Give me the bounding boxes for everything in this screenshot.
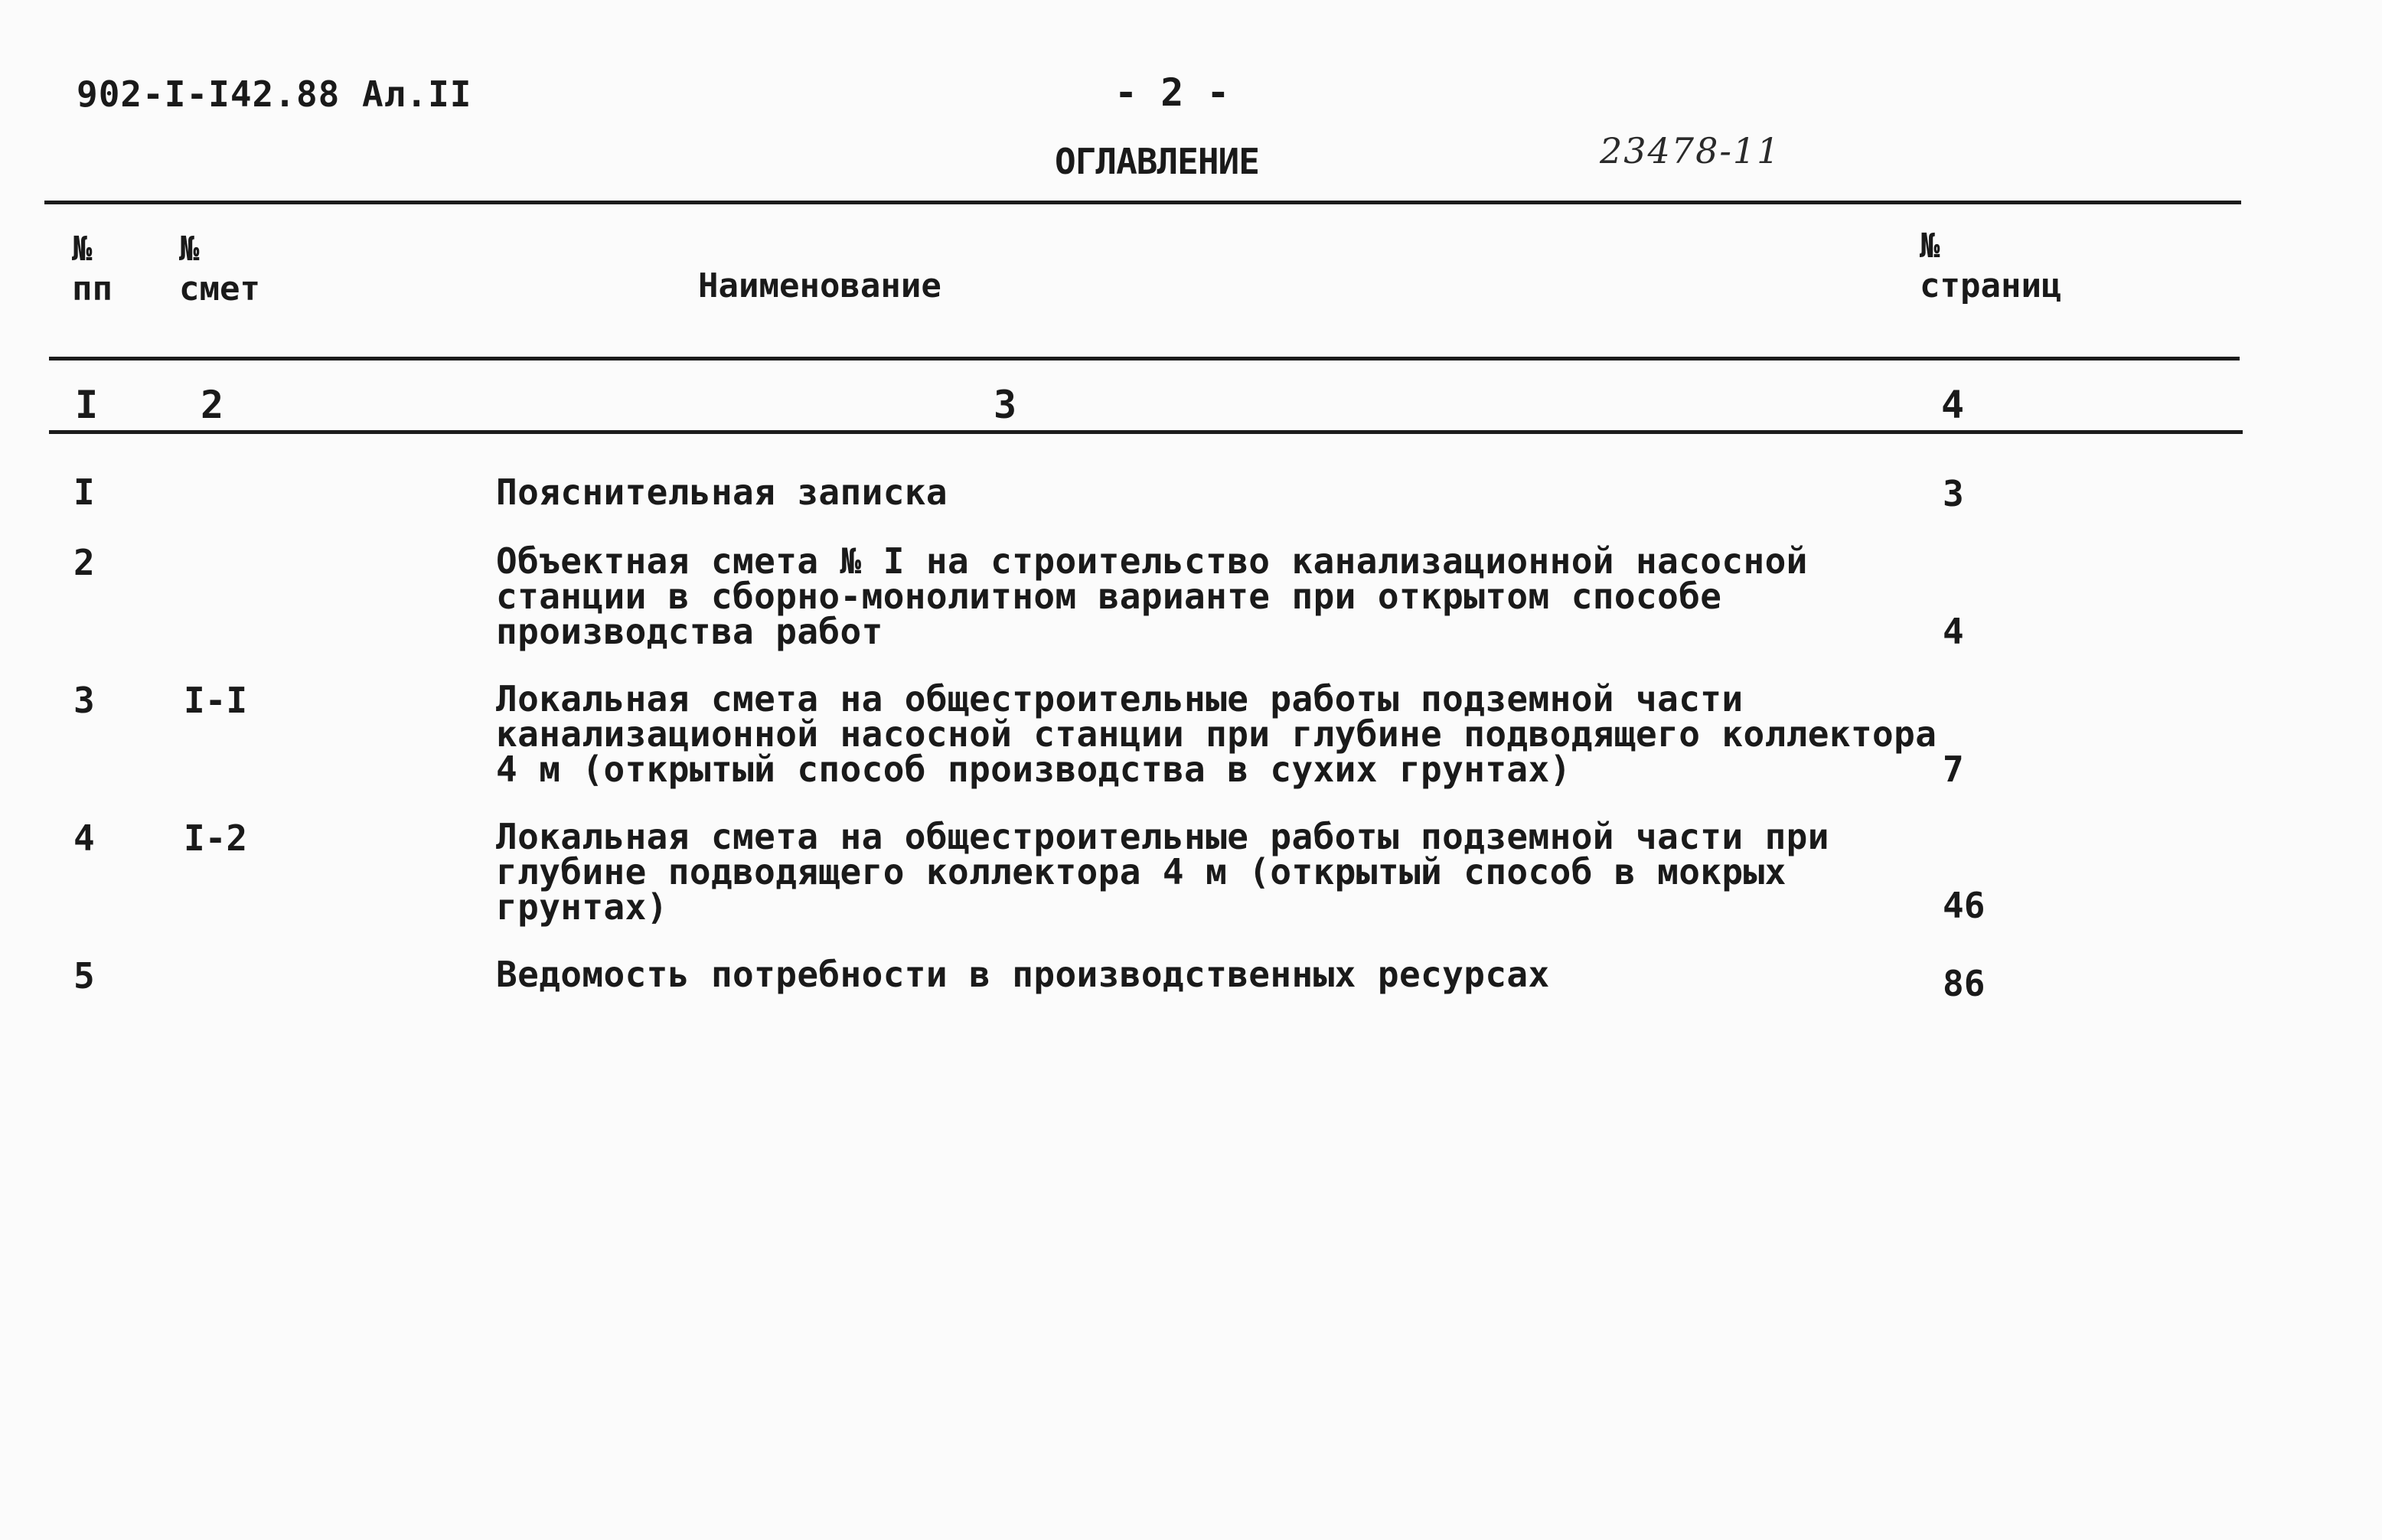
- page-number: - 2 -: [1114, 70, 1230, 115]
- row-1-page: 3: [1943, 473, 1964, 514]
- row-3-name: [496, 678, 1937, 790]
- column-number-2: 2: [201, 383, 224, 427]
- row-1-name-line: Пояснительная записка: [496, 471, 948, 513]
- column-header-item-number: [72, 230, 113, 309]
- row-1-number: I: [73, 471, 95, 513]
- column-header-page-number-line1: №: [1920, 227, 1940, 266]
- toc-title: ОГЛАВЛЕНИЕ: [1055, 141, 1259, 182]
- column-number-4: 4: [1941, 383, 1965, 427]
- row-4-name-line: Локальная смета на общестроительные работы подземной части при: [496, 816, 1829, 857]
- column-header-estimate-number-line1: №: [179, 230, 200, 269]
- row-3-name-line: 4 м (открытый способ производства в сухих грунтах): [496, 749, 1571, 790]
- row-4-name: [496, 816, 1829, 928]
- row-3-name-line: канализационной насосной станции при глубине подводящего коллектора: [496, 713, 1937, 755]
- table-top-rule: [44, 201, 2241, 204]
- row-3-number: 3: [73, 680, 95, 721]
- column-header-item-number-line1: №: [72, 230, 93, 269]
- document-code: 902-I-I42.88 Ал.II: [77, 73, 472, 115]
- column-header-name: Наименование: [698, 266, 941, 305]
- header-bottom-rule: [49, 357, 2240, 361]
- row-2-name-line: производства работ: [496, 611, 883, 652]
- column-numbers-bottom-rule: [49, 430, 2243, 434]
- column-header-item-number-line2: пп: [72, 269, 113, 308]
- column-number-1: I: [75, 383, 99, 427]
- row-4-page: 46: [1943, 885, 1986, 926]
- row-4-name-line: глубине подводящего коллектора 4 м (открытый способ в мокрых: [496, 851, 1786, 892]
- row-4-number: 4: [73, 817, 95, 859]
- row-3-estimate: I-I: [184, 680, 248, 721]
- row-5-name: [496, 954, 1550, 995]
- row-5-name-line: Ведомость потребности в производственных ресурсах: [496, 954, 1550, 995]
- row-3-page: 7: [1943, 749, 1964, 790]
- column-header-page-number-line2: страниц: [1920, 266, 2062, 305]
- column-header-page-number: [1920, 227, 2061, 306]
- row-2-name-line: Объектная смета № I на строительство канализационной насосной: [496, 540, 1808, 582]
- row-3-name-line: Локальная смета на общестроительные работы подземной части: [496, 678, 1744, 719]
- column-number-3: 3: [994, 383, 1017, 427]
- row-2-page: 4: [1943, 611, 1964, 652]
- row-2-name: [496, 540, 1808, 652]
- row-2-number: 2: [73, 542, 95, 583]
- row-4-estimate: I-2: [184, 817, 248, 859]
- handwritten-inventory-number: 23478-11: [1600, 130, 1781, 171]
- row-5-page: 86: [1943, 963, 1986, 1004]
- row-4-name-line: грунтах): [496, 886, 668, 928]
- row-2-name-line: станции в сборно-монолитном варианте при открытом способе: [496, 576, 1722, 617]
- row-5-number: 5: [73, 955, 95, 997]
- column-header-estimate-number: [179, 230, 260, 309]
- row-1-name: [496, 471, 948, 513]
- column-header-estimate-number-line2: смет: [179, 269, 260, 308]
